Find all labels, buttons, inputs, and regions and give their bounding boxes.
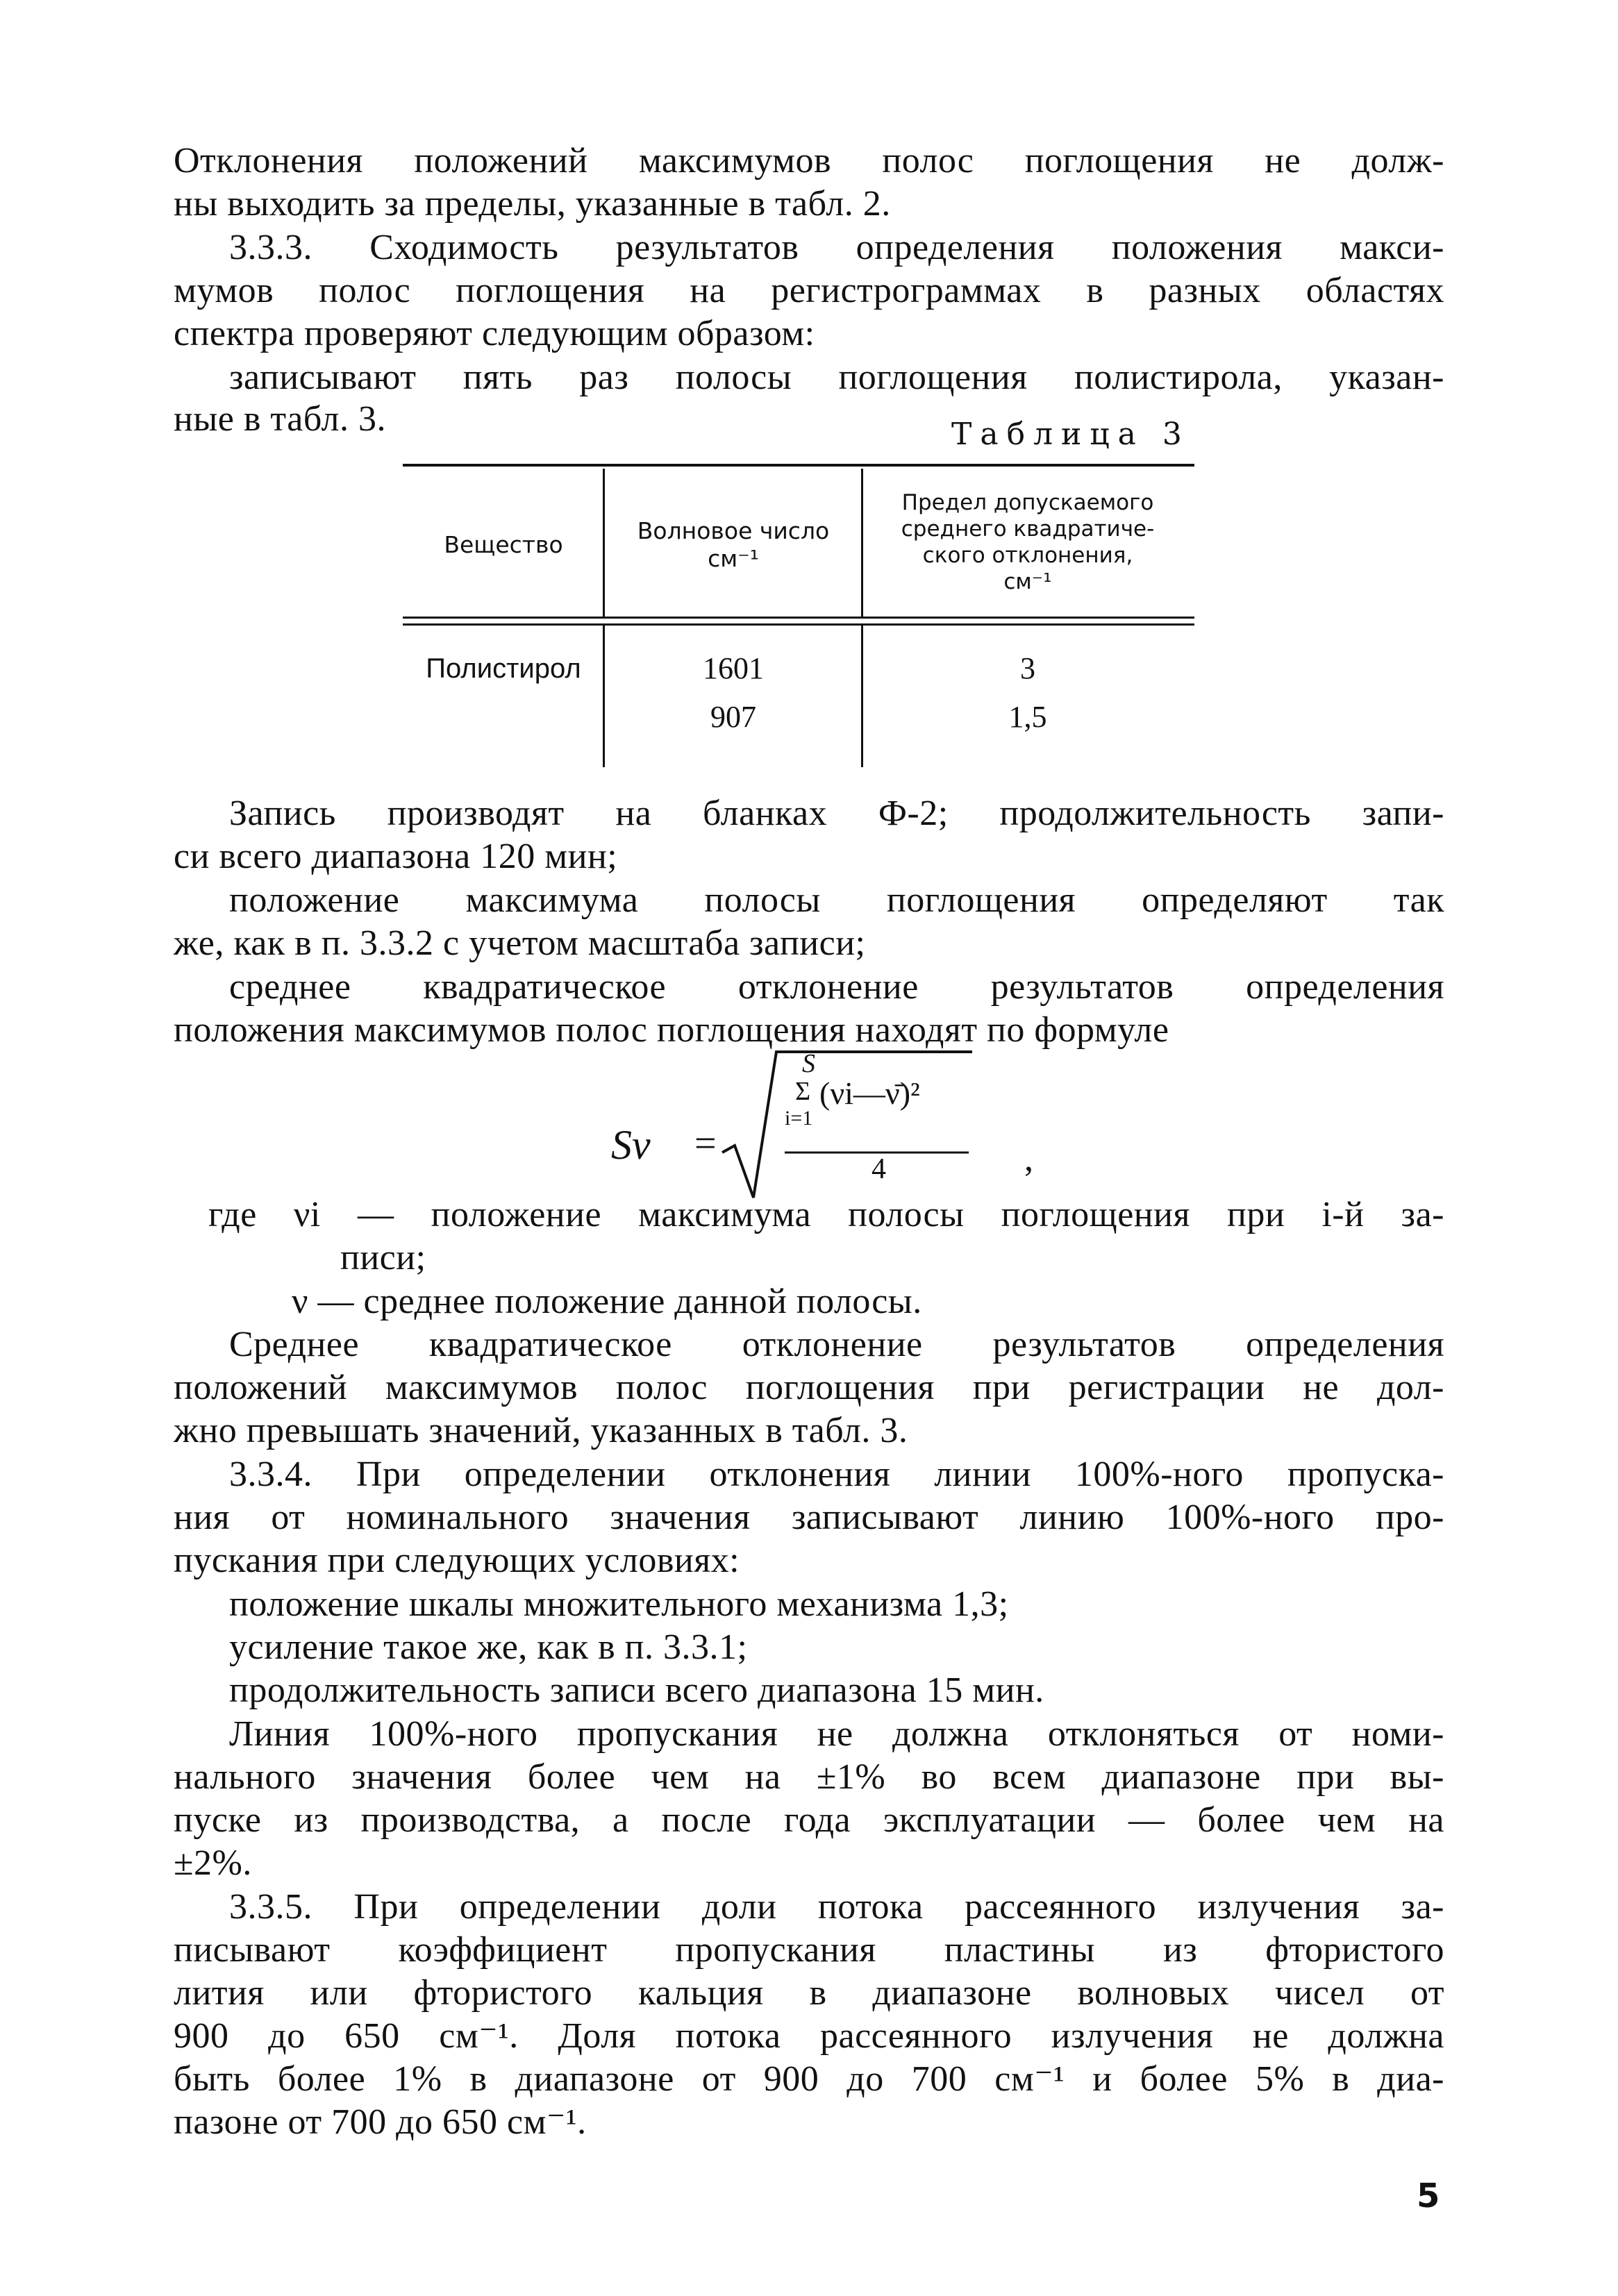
table-col-divider <box>861 469 863 618</box>
text-line: ны выходить за пределы, указанные в табл. 2. <box>174 184 891 224</box>
table-col-divider <box>603 625 605 767</box>
text-line: 900 до 650 см⁻¹. Доля потока рассеянного излучения не должна <box>174 2016 1444 2056</box>
formula-comma: , <box>1024 1139 1033 1179</box>
table-col-divider <box>603 469 605 618</box>
formula-lower-limit: i=1 <box>785 1107 813 1130</box>
text-line: писи; <box>340 1238 426 1277</box>
text-line: быть более 1% в диапазоне от 900 до 700 см⁻¹ и более 5% в диа- <box>174 2059 1444 2099</box>
page-number: 5 <box>1417 2177 1440 2215</box>
text-line: ±2%. <box>174 1843 252 1883</box>
table-header-limit: Предел допускаемого среднего квадратиче- ского отклонения, см⁻¹ <box>901 490 1155 594</box>
table-cell-substance: Полистирол <box>426 653 581 684</box>
text-line: положений максимумов полос поглощения при регистрации не дол- <box>174 1368 1444 1407</box>
table-header-rule <box>403 617 1194 619</box>
text-line: ν — среднее положение данной полосы. <box>292 1282 922 1321</box>
formula-lhs: Sν <box>611 1122 651 1168</box>
text-line: положение шкалы множительного механизма 1,3; <box>229 1584 1009 1624</box>
table-cell-limit: 3 <box>1020 651 1035 685</box>
table-cell-limit: 1,5 <box>1008 700 1047 734</box>
text-line: пуске из производства, а после года эксплуатации — более чем на <box>174 1800 1444 1840</box>
text-line: 3.3.4. При определении отклонения линии 100%-ного пропуска- <box>229 1455 1444 1494</box>
formula-summand: (νi—ν̄)² <box>819 1075 920 1111</box>
table-caption: Таблица 3 <box>951 417 1190 452</box>
text-line: писывают коэффициент пропускания пластины из фтористого <box>174 1930 1444 1970</box>
formula-sigma: Σ <box>795 1077 811 1106</box>
text-line: пускания при следующих условиях: <box>174 1541 740 1580</box>
formula-denominator: 4 <box>871 1153 886 1185</box>
formula-equals: = <box>694 1122 717 1165</box>
radical-sign <box>611 1048 1042 1208</box>
formula-upper-limit: S <box>802 1049 815 1078</box>
text-line: продолжительность записи всего диапазона 15 мин. <box>229 1670 1044 1710</box>
text-line: 3.3.5. При определении доли потока рассеянного излучения за- <box>229 1887 1444 1927</box>
text-line: положение максимума полосы поглощения определяют так <box>229 880 1444 920</box>
table-top-rule <box>403 464 1194 467</box>
text-line: ния от номинального значения записывают линию 100%-ного про- <box>174 1498 1444 1537</box>
text-line: спектра проверяют следующим образом: <box>174 314 815 353</box>
table-col-divider <box>861 625 863 767</box>
text-line: 3.3.3. Сходимость результатов определения положения макси- <box>229 228 1444 267</box>
text-line: где νi — положение максимума полосы поглощения при i-й за- <box>208 1195 1444 1234</box>
text-line: Запись производят на бланках Ф-2; продолжительность запи- <box>229 794 1444 833</box>
text-line: записывают пять раз полосы поглощения полистирола, указан- <box>229 358 1444 397</box>
text-line: нального значения более чем на ±1% во всем диапазоне при вы- <box>174 1757 1444 1797</box>
formula-sv <box>611 1048 1042 1208</box>
table-header-rule <box>403 623 1194 626</box>
text-line: положения максимумов полос поглощения находят по формуле <box>174 1010 1169 1050</box>
text-line: Отклонения положений максимумов полос поглощения не долж- <box>174 141 1444 181</box>
text-line: жно превышать значений, указанных в табл. 3. <box>174 1411 908 1450</box>
table-cell-wavenumber: 907 <box>710 700 756 734</box>
text-line: же, как в п. 3.3.2 с учетом масштаба записи; <box>174 923 866 963</box>
table-header-substance: Вещество <box>444 531 563 558</box>
text-line: Линия 100%-ного пропускания не должна отклоняться от номи- <box>229 1714 1444 1754</box>
text-line: мумов полос поглощения на регистрограммах в разных областях <box>174 271 1444 310</box>
text-line: си всего диапазона 120 мин; <box>174 837 618 876</box>
text-line: лития или фтористого кальция в диапазоне волновых чисел от <box>174 1973 1444 2013</box>
table-header-wavenumber: Волновое число см⁻¹ <box>637 517 830 572</box>
text-line: среднее квадратическое отклонение результатов определения <box>229 967 1444 1007</box>
table-cell-wavenumber: 1601 <box>703 651 764 685</box>
text-line: усиление такое же, как в п. 3.3.1; <box>229 1627 748 1667</box>
text-line: Среднее квадратическое отклонение результатов определения <box>229 1325 1444 1364</box>
text-line: ные в табл. 3. <box>174 399 386 439</box>
text-line: пазоне от 700 до 650 см⁻¹. <box>174 2102 587 2142</box>
